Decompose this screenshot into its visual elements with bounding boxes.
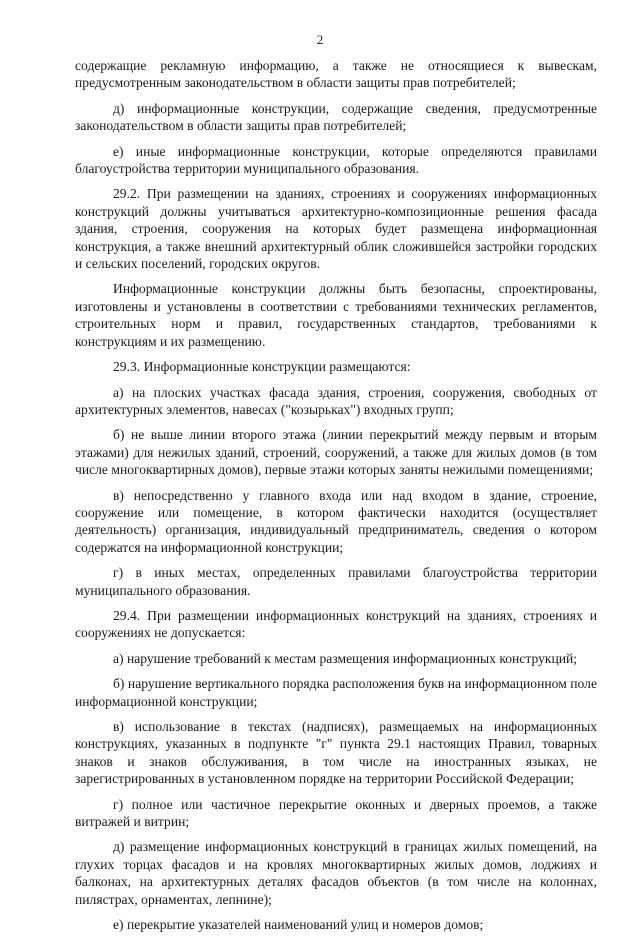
- paragraph-29-3-g: г) в иных местах, определенных правилами благоустройства территории муниципального образования.: [75, 565, 597, 598]
- paragraph-continuation: содержащие рекламную информацию, а также не относящиеся к вывескам, предусмотренным законодательством в области защиты прав потребителей;: [75, 58, 597, 91]
- paragraph-safety-requirements: Информационные конструкции должны быть безопасны, спроектированы, изготовлены и установлены в соответствии с требованиями технических регламентов, строительных норм и правил, государственных стандартов, требованиями к конструкциям и их размещению.: [75, 281, 597, 349]
- paragraph-29-4-v: в) использование в текстах (надписях), размещаемых на информационных конструкциях, указанных в подпункте "г" пункта 29.1 настоящих Правил, товарных знаков и знаков обслуживания, в том числе на иностранных языках, не зарегистрированных в установленном порядке на территории Российской Федерации;: [75, 719, 597, 787]
- paragraph-29-3-v: в) непосредственно у главного входа или над входом в здание, строение, сооружение или помещение, в котором фактически находится (осуществляет деятельность) организация, индивидуальный предприниматель, сведения о котором содержатся на информационной конструкции;: [75, 487, 597, 555]
- paragraph-29-4-b: б) нарушение вертикального порядка расположения букв на информационном поле информационной конструкции;: [75, 676, 597, 709]
- paragraph-29-4-e: е) перекрытие указателей наименований улиц и номеров домов;: [113, 917, 484, 933]
- paragraph-29-4-d: д) размещение информационных конструкций в границах жилых помещений, на глухих торцах фасадов и на кровлях многоквартирных жилых домов, лоджиях и балконах, на архитектурных деталях фасадов объектов (в том числе на колоннах, пилястрах, орнаментах, лепнине);: [75, 839, 597, 907]
- page-number: 2: [316, 32, 324, 47]
- paragraph-29-4: 29.4. При размещении информационных конструкций на зданиях, строениях и сооружениях не допускается:: [75, 607, 597, 641]
- paragraph-item-e: е) иные информационные конструкции, которые определяются правилами благоустройства территории муниципального образования.: [75, 143, 597, 177]
- paragraph-29-4-a: а) нарушение требований к местам размещения информационных конструкций;: [113, 650, 578, 666]
- paragraph-29-3: 29.3. Информационные конструкции размещаются:: [113, 359, 411, 375]
- paragraph-29-3-a: а) на плоских участках фасада здания, строения, сооружения, свободных от архитектурных элементов, навесах ("козырьках") входных групп;: [75, 384, 597, 417]
- paragraph-29-4-g: г) полное или частичное перекрытие оконных и дверных проемов, а также витражей и витрин;: [75, 796, 597, 830]
- paragraph-29-2: 29.2. При размещении на зданиях, строениях и сооружениях информационных конструкций должны учитываться архитектурно-композиционные решения фасада здания, строения, сооружения на которых будет размещена информационная конструкция, а также внешний архитектурный облик сложившейся застройки городских и сельских поселений, городских округов.: [75, 186, 597, 272]
- paragraph-item-d: д) информационные конструкции, содержащие сведения, предусмотренные законодательством в области защиты прав потребителей;: [75, 100, 597, 134]
- paragraph-29-3-b: б) не выше линии второго этажа (линии перекрытий между первым и вторым этажами) для нежилых зданий, строений, сооружений, а также для жилых домов (в том числе многоквартирных домов), первые этажи которых заняты нежилыми помещениями;: [75, 427, 597, 478]
- document-body: [75, 57, 597, 941]
